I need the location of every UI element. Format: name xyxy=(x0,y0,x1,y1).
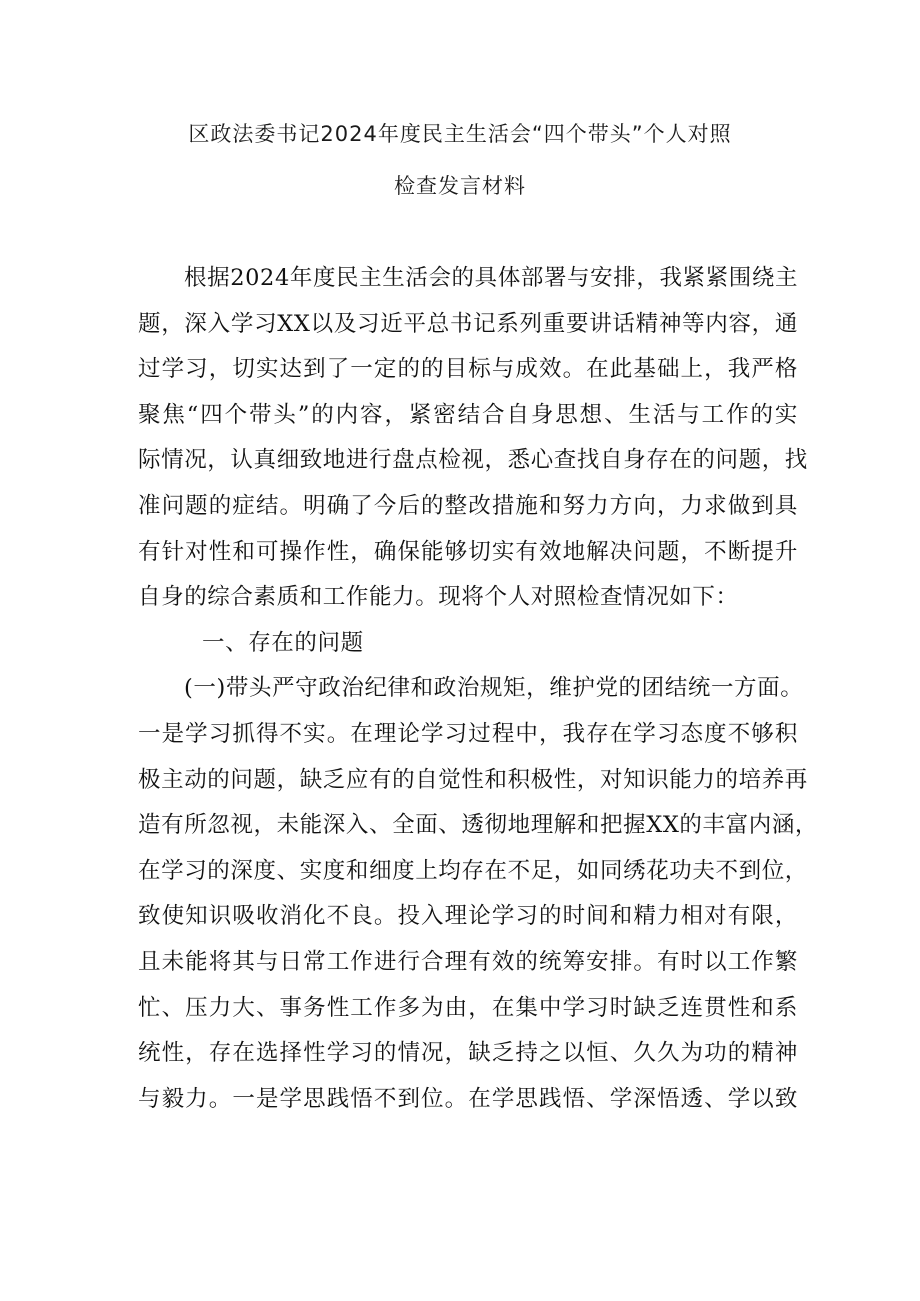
document-title-line-1: 区政法委书记2024年度民主生活会“四个带头”个人对照 xyxy=(188,122,732,146)
body-line: 际情况，认真细致地进行盘点检视，悉心查找自身存在的问题，找 xyxy=(138,447,808,474)
document-body xyxy=(138,262,819,1128)
body-line: 一是学习抓得不实。在理论学习过程中，我存在学习态度不够积 xyxy=(138,720,798,747)
body-line: 造有所忽视，未能深入、全面、透彻地理解和把握XX的丰富内涵， xyxy=(138,812,819,839)
body-line: 题，深入学习XX以及习近平总书记系列重要讲话精神等内容，通 xyxy=(138,310,798,337)
body-line: 有针对性和可操作性，确保能够切实有效地解决问题，不断提升 xyxy=(138,538,798,565)
body-line: 致使知识吸收消化不良。投入理论学习的时间和精力相对有限， xyxy=(138,903,798,930)
body-line: 聚焦“四个带头”的内容，紧密结合自身思想、生活与工作的实 xyxy=(138,401,798,428)
body-line: 统性，存在选择性学习的情况，缺乏持之以恒、久久为功的精神 xyxy=(138,1040,798,1067)
body-line: 与毅力。一是学思践悟不到位。在学思践悟、学深悟透、学以致 xyxy=(138,1085,798,1112)
document-title-line-2: 检查发言材料 xyxy=(394,174,526,198)
body-line: 在学习的深度、实度和细度上均存在不足，如同绣花功夫不到位， xyxy=(138,857,808,884)
body-line: 自身的综合素质和工作能力。现将个人对照检查情况如下： xyxy=(138,584,739,611)
body-line: 过学习，切实达到了一定的的目标与成效。在此基础上，我严格 xyxy=(138,356,798,383)
body-line: 准问题的症结。明确了今后的整改措施和努力方向，力求做到具 xyxy=(138,492,798,519)
body-line: 极主动的问题，缺乏应有的自觉性和积极性，对知识能力的培养再 xyxy=(138,766,808,793)
body-line: 忙、压力大、事务性工作多为由，在集中学习时缺乏连贯性和系 xyxy=(138,994,798,1021)
subsection-heading: (一)带头严守政治纪律和政治规矩，维护党的团结统一方面。 xyxy=(184,675,804,702)
section-heading: 一、存在的问题 xyxy=(202,629,364,656)
body-line: 根据2024年度民主生活会的具体部署与安排，我紧紧围绕主 xyxy=(184,265,799,291)
body-line: 且未能将其与日常工作进行合理有效的统筹安排。有时以工作繁 xyxy=(138,948,798,975)
